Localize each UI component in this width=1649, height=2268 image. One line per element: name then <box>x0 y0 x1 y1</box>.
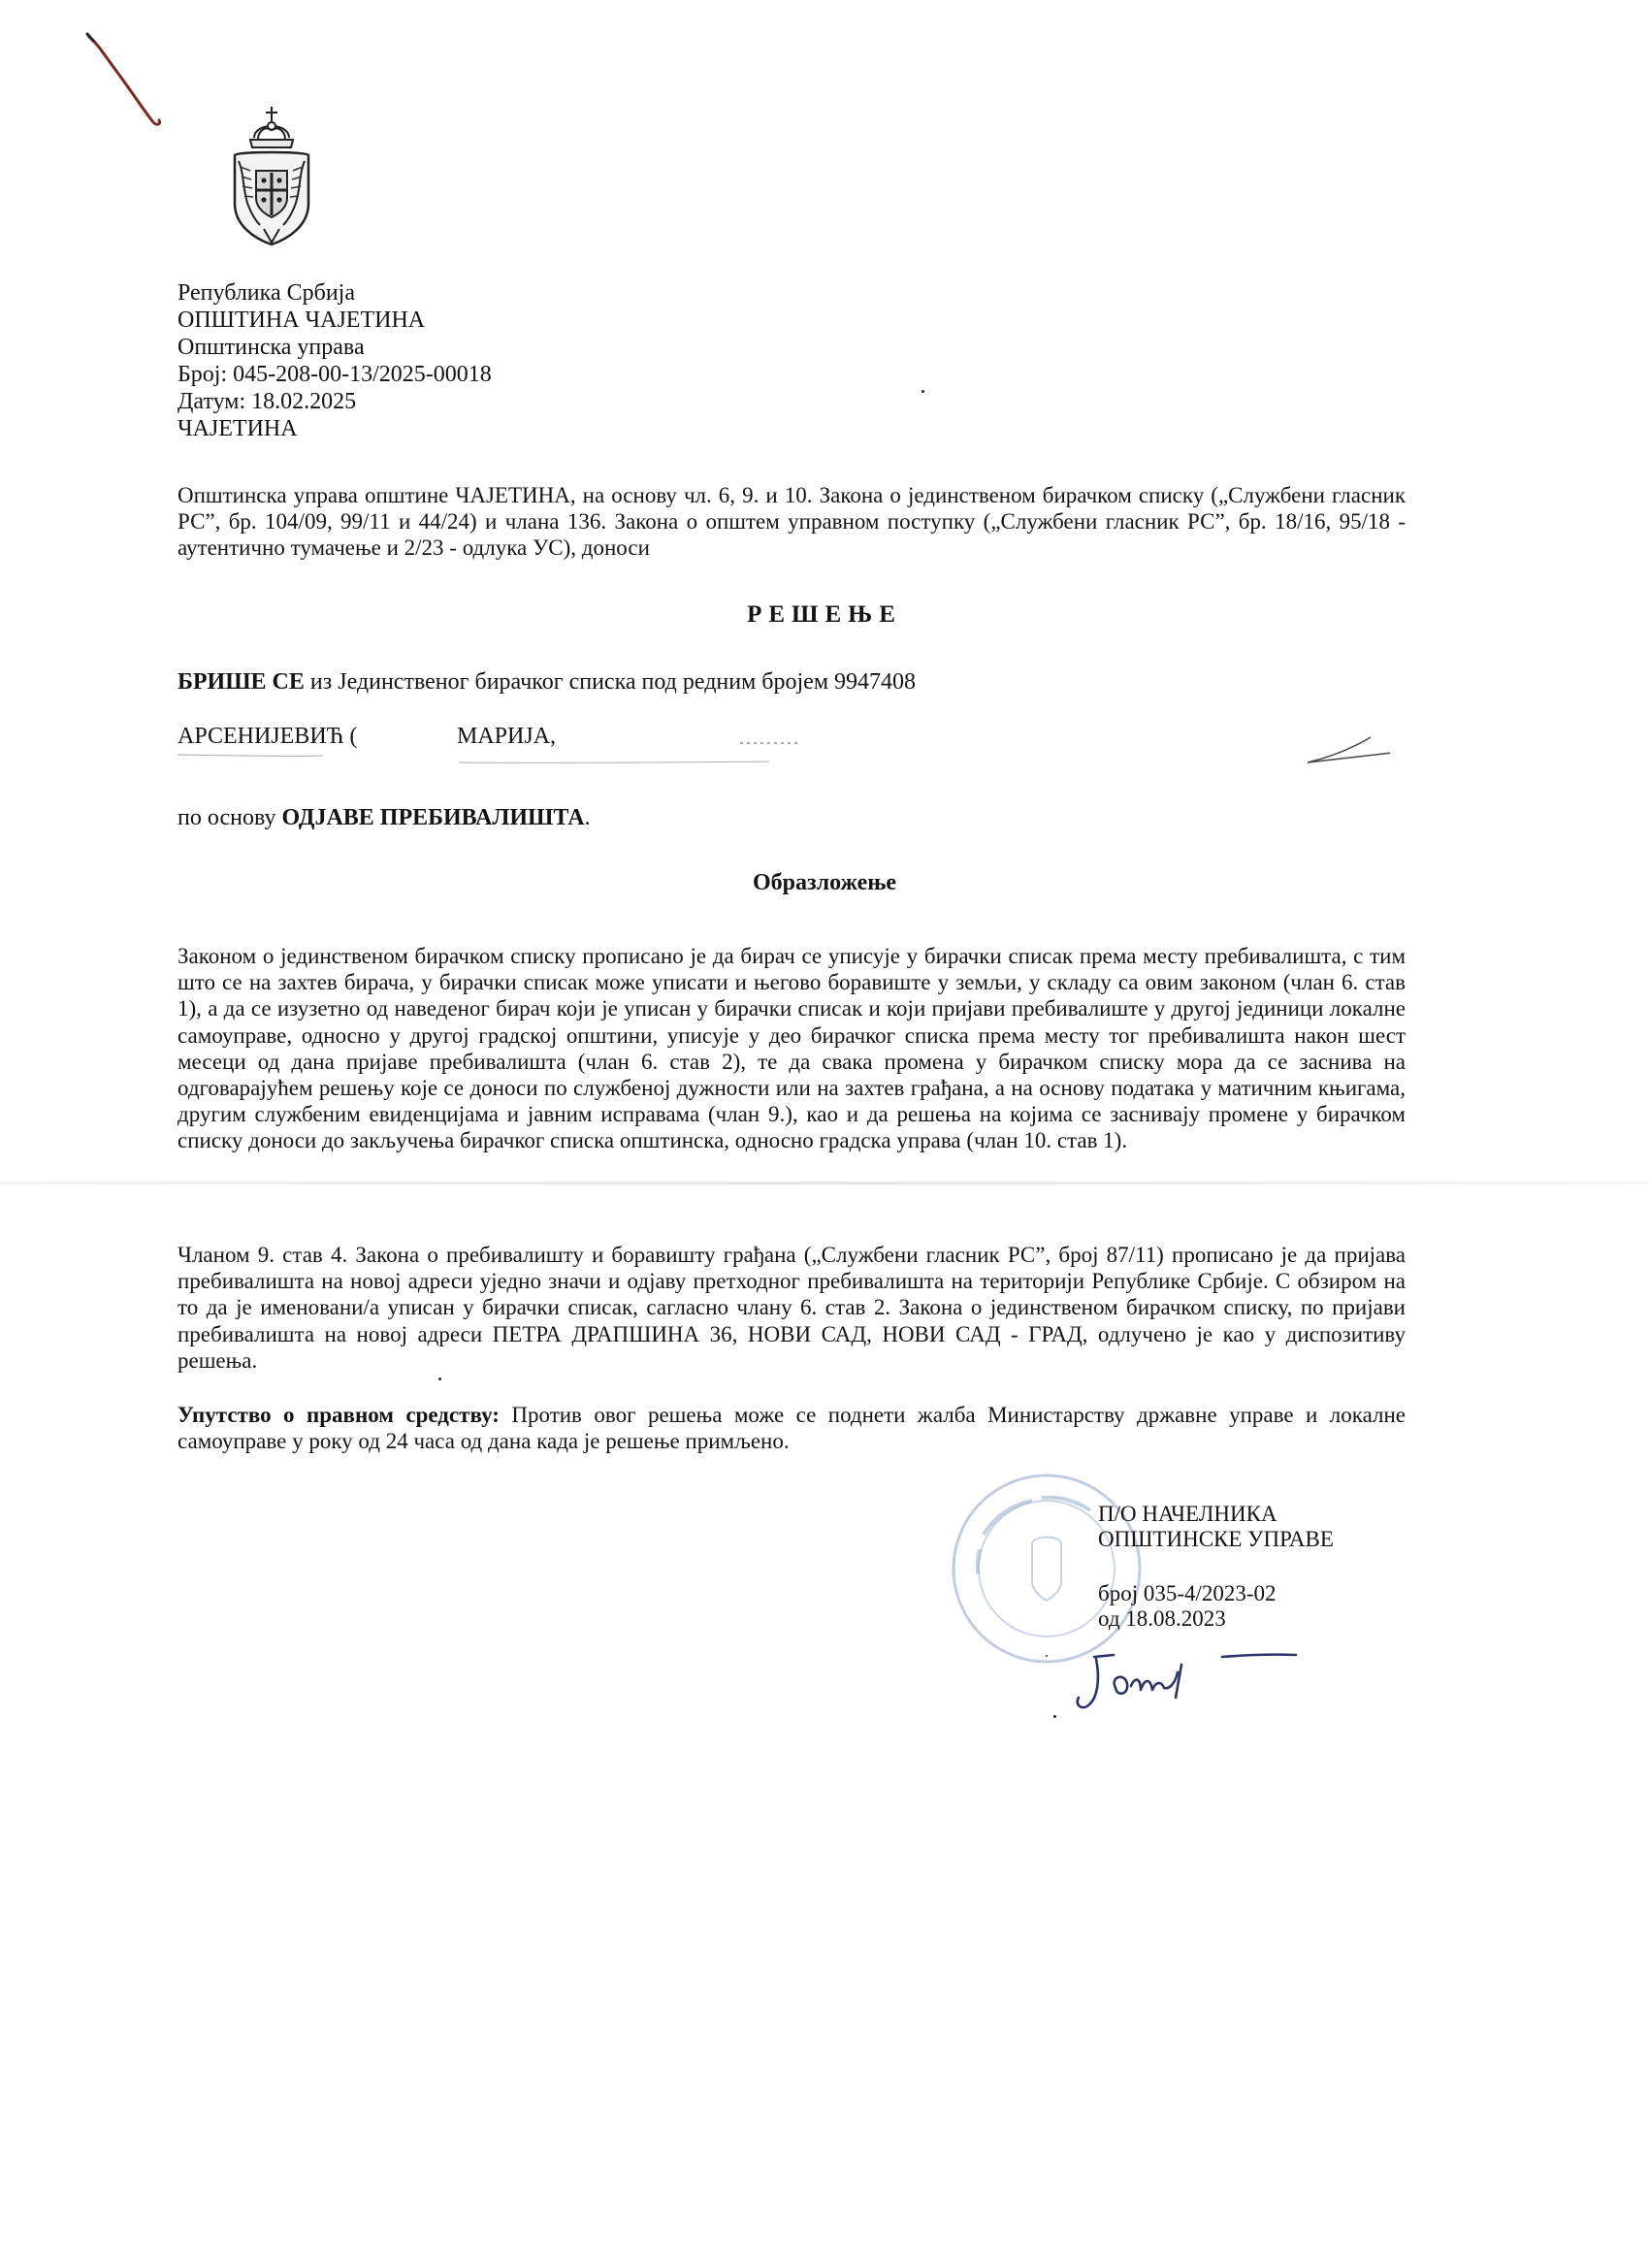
header-administration: Општинска управа <box>178 335 365 360</box>
signatory-title-line1: П/О НАЧЕЛНИКА <box>1098 1502 1277 1526</box>
person-given-name: МАРИЈА, <box>457 724 557 749</box>
scan-speck <box>1046 1655 1048 1657</box>
legal-remedy-paragraph <box>178 1402 1406 1454</box>
document-title: РЕШЕЊЕ <box>747 601 902 628</box>
header-country: Република Србија <box>178 280 355 306</box>
scan-speck <box>1053 1715 1056 1718</box>
handwritten-signature <box>1067 1630 1319 1722</box>
intro-paragraph: Општинска управа општине ЧАЈЕТИНА, на основу чл. 6, 9. и 10. Закона о јединственом бирачком списку („Службени гласник РС”, бр. 104/09, 99/11 и 44/24) и члана 136. Закона о општем управном поступку („Службени гласник РС”, бр. 18/16, 95/18 - аутентично тумачење и 2/23 - одлука УС), доноси <box>178 483 1406 560</box>
person-name-line <box>178 724 1390 772</box>
legal-remedy-label: Упутство о правном средству: <box>178 1403 500 1427</box>
reasoning-paragraph-1: Законом о јединственом бирачком списку прописано је да бирач се уписује у бирачки списак према месту пребивалишта, с тим што се на захтев бирача, у бирачки списак може уписати и његово боравиште у земљи, у складу са овим законом (члан 6. став 1), а да се изузетно од наведеног бирач који је уписан у бирачки списак и који пријави пребивалиште у другој јединици локалне самоуправе, односно у другој градској општини, уписује у део бирачког списка према месту тог пребивалишта након шест месеци од дана пријаве пребивалишта (члан 6. став 2), те да свака промена у бирачком списку мора да се заснива на одговарајућем решењу које се доноси по службеној дужности или на захтев грађана, а на основу података у матичним књигама, другим службеним евиденцијама и јавним исправама (члан 9.), као и да решења на којима се заснивају промене у бирачком списку доноси до закључења бирачког списка општинска, односно градска управа (члан 10. став 1). <box>178 944 1406 1153</box>
pen-mark <box>78 29 175 136</box>
decision-bold: БРИШЕ СЕ <box>178 669 305 695</box>
basis-prefix: по основу <box>178 805 282 830</box>
header-municipality: ОПШТИНА ЧАЈЕТИНА <box>178 308 426 333</box>
redaction-marks <box>178 724 1390 772</box>
signature-block <box>1098 1502 1334 1632</box>
decision-line <box>178 669 916 696</box>
basis-line <box>178 805 591 831</box>
scan-fold-line <box>0 1182 1649 1184</box>
reasoning-paragraph-2: Чланом 9. став 4. Закона о пребивалишту и боравишту грађана („Службени гласник РС”, број 87/11) прописано је да пријава пребивалишта на новој адреси уједно значи и одјаву претходног пребивалишта на територији Републике Србије. С обзиром на то да је именовани/а уписан у бирачки списак, сагласно члану 6. став 2. Закона о јединственом бирачком списку, по пријави пребивалишта на новој адреси ПЕТРА ДРАПШИНА 36, НОВИ САД, НОВИ САД - ГРАД, одлучено је као у диспозитиву решења. <box>178 1243 1406 1373</box>
basis-bold: ОДЈАВЕ ПРЕБИВАЛИШТА <box>281 805 585 830</box>
header-reference-number: Број: 045-208-00-13/2025-00018 <box>178 362 492 387</box>
decision-text: из Јединственог бирачког списка под редним бројем 9947408 <box>304 669 917 695</box>
document-header <box>178 279 492 442</box>
header-city: ЧАЈЕТИНА <box>178 416 298 441</box>
scan-speck <box>922 390 924 393</box>
reasoning-title: Образложење <box>752 870 897 895</box>
legal-remedy-text: Против овог решења може се поднети жалба Министарству државне управе и локалне самоуправе у року од 24 часа од дана када је решење примљено. <box>178 1403 1406 1454</box>
basis-suffix: . <box>584 805 591 830</box>
scan-speck <box>438 1377 441 1380</box>
coat-of-arms-icon <box>227 97 316 250</box>
signatory-title-line2: ОПШТИНСКЕ УПРАВЕ <box>1098 1527 1334 1551</box>
person-surname: АРСЕНИЈЕВИЋ ( <box>178 724 358 749</box>
authorization-number: број 035-4/2023-02 <box>1098 1581 1277 1605</box>
header-date: Датум: 18.02.2025 <box>178 389 357 414</box>
authorization-date: од 18.08.2023 <box>1098 1606 1226 1631</box>
